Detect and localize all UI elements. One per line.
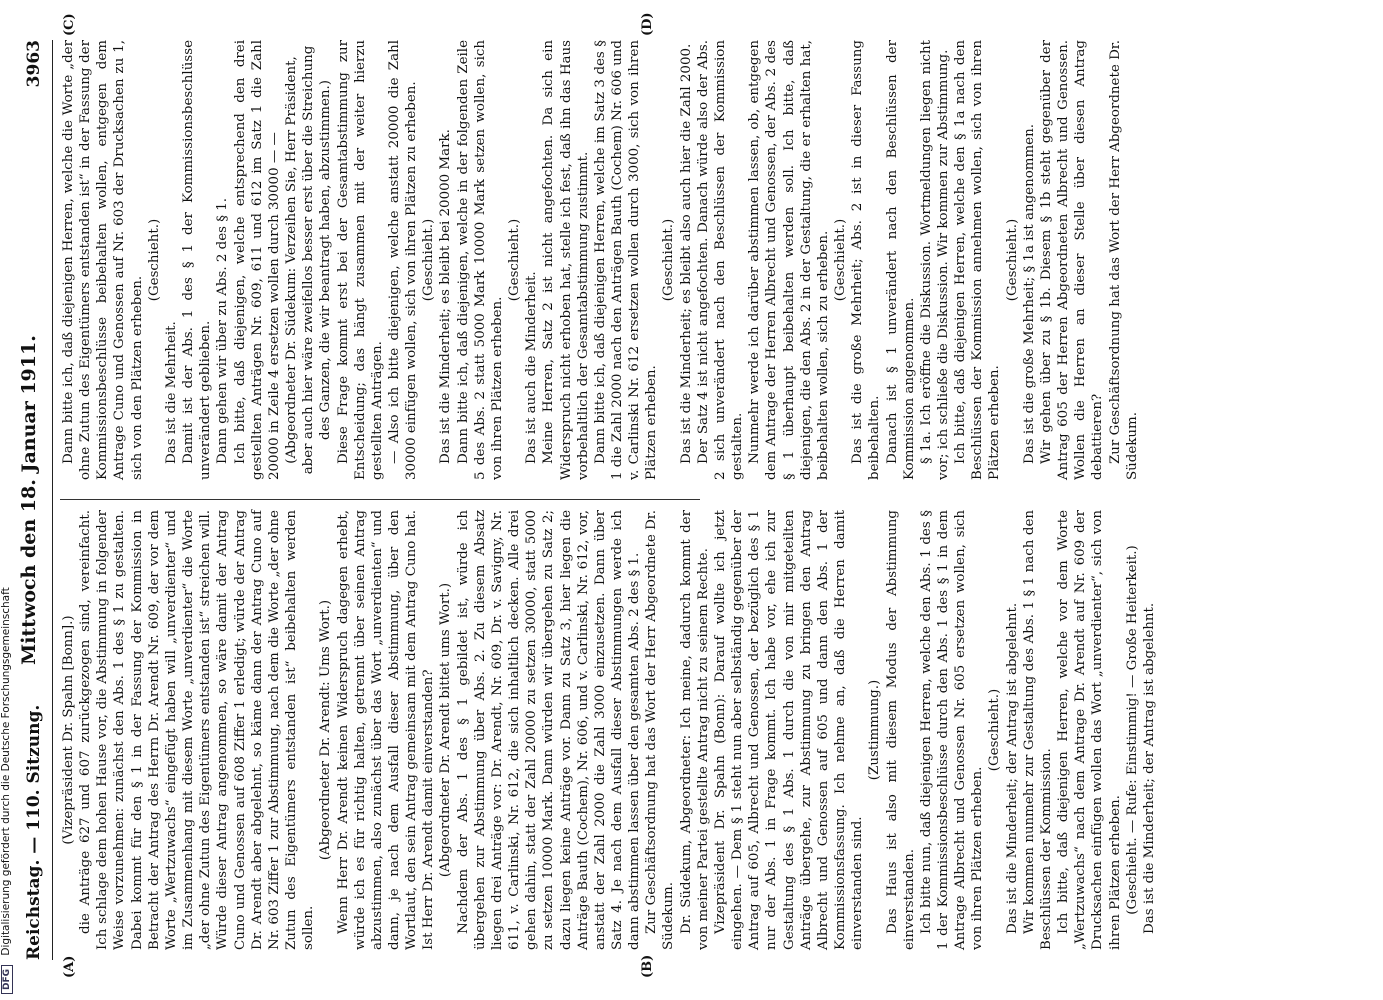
right-text-column — [60, 40, 1141, 480]
paragraph: (Vizepräsident Dr. Spahn [Bonn].) — [61, 615, 76, 845]
paragraph: (Zustimmung.) — [867, 679, 883, 781]
paragraph: (Abgeordneter Dr. Arendt: Ums Wort.) — [318, 599, 334, 861]
paragraph: (Geschieht. — Rufe: Einstimmig! — Große Heiterkeit.) — [1124, 545, 1140, 915]
paragraph: Ich bitte nun, daß diejenigen Herren, welche den Abs. 1 des § 1 der Kommissionsbeschlüsse durch den Abs. 1 des § 1 in dem Antrage Albrecht und Genossen Nr. 605 ersetzen wollen, sich von ihren Plätzen erheben. — [918, 510, 986, 950]
paragraph: Zur Geschäftsordnung hat das Wort der Herr Abgeordnete Dr. Südekum. — [1107, 40, 1140, 480]
paragraph: Wir gehen über zu § 1b. Diesem § 1b steht gegenüber der Antrag 605 der Herren Abgeordneten Albrecht und Genossen. Wollen die Herren an dieser Stelle über diesen Antrag debattieren? — [1038, 40, 1106, 480]
paragraph: Das ist die große Mehrheit; § 1a ist angenommen. — [1021, 124, 1037, 464]
paragraph: Das ist die Minderheit; der Antrag ist abgelehnt. — [1004, 602, 1020, 934]
paragraph: Das ist auch die Minderheit. — [524, 271, 540, 464]
paragraph: (Geschieht.) — [421, 218, 437, 302]
paragraph: Dann bitte ich, daß diejenigen Herren, welche die Worte „der ohne Zutun des Eigentümers entstanden ist“ in der Fassung der Kommissionsbeschlüsse beibehalten wollen, entgegen dem Antrage Cuno und Genossen auf Nr. 603 der Drucksachen zu 1, sich von den Plätzen erheben. — [61, 40, 145, 480]
paragraph: Ich bitte, daß diejenigen, welche entsprechend den drei gestellten Anträgen Nr. 609, 611 und 612 im Satz 1 die Zahl 20000 in Zeile 4 ersetzen wollen durch 30000 — — — [232, 40, 282, 480]
paragraph: Damit ist der Abs. 1 des § 1 der Kommissionsbeschlüsse unverändert geblieben. — [181, 40, 214, 480]
paragraph: Nunmehr werde ich darüber abstimmen lassen, ob, entgegen dem Antrage der Herren Albrecht und Genossen, der Abs. 2 des § 1 überhaupt beibehalten werden soll. Ich bitte, daß diejenigen, die den Abs. 2 in der Gestaltung, die er erhalten hat, beibehalten wollen, sich zu erheben. — [747, 40, 831, 480]
paragraph: Meine Herren, Satz 2 ist nicht angefochten. Da sich ein Widerspruch nicht erhoben hat, stelle ich fest, daß ihn das Haus vorbehaltlich der Gesamtabstimmung zustimmt. — [541, 40, 591, 480]
paragraph: (Geschieht.) — [833, 218, 849, 302]
paragraph: Das ist die Mehrheit. — [163, 321, 179, 464]
paragraph: (Abgeordneter Dr. Arendt bittet ums Wort.) — [438, 582, 454, 878]
paragraph: Zur Geschäftsordnung hat das Wort der Herr Abgeordnete Dr. Südekum. — [644, 510, 677, 950]
paragraph: Wenn Herr Dr. Arendt keinen Widerspruch dagegen erhebt, würde ich es für richtig halten, getrennt über seinen Antrag abzustimmen, also zunächst über das Wort „unverdienten“ und dann, je nach dem Ausfall dieser Abstimmung, über den Wortlaut, den sein Antrag gemeinsam mit dem Antrag Cuno hat. Ist Herr Dr. Arendt damit einverstanden? — [335, 510, 437, 950]
header-rule — [52, 40, 53, 960]
header-page-number: 3963 — [24, 40, 44, 88]
margin-letter-d: (D) — [640, 12, 655, 36]
paragraph: (Abgeordneter Dr. Südekum: Verzeihen Sie, Herr Präsident, aber auch hier wäre zweifellos besser erst über die Streichung des Ganzen, die wir beantragt haben, abzustimmen.) — [284, 45, 334, 475]
paragraph: Dann bitte ich, daß diejenigen Herren, welche im Satz 3 des § 1 die Zahl 2000 nach den Anträgen Bauth (Cochem) Nr. 606 und v. Carlinski Nr. 612 ersetzen wollen durch 3000, sich von ihren Plätzen erheben. — [592, 40, 660, 480]
footer-text: Digitalisierung gefördert durch die Deutsche Forschungsgemeinschaft — [0, 587, 12, 956]
paragraph: Der Satz 4 ist nicht angefochten. Danach würde also der Abs. 2 sich unverändert nach den Beschlüssen der Kommission gestalten. — [695, 40, 746, 480]
left-text-column — [60, 510, 1158, 950]
margin-letter-b: (B) — [640, 954, 655, 978]
paragraph: § 1a. Ich eröffne die Diskussion. Wortmeldungen liegen nicht vor; ich schließe die Diskussion. Wir kommen zur Abstimmung. — [918, 40, 951, 480]
paragraph: (Geschieht.) — [987, 688, 1003, 772]
paragraph: — Also ich bitte diejenigen, welche anstatt 20000 die Zahl 30000 einfügen wollen, sich von ihren Plätzen zu erheben. — [386, 40, 420, 480]
page-header — [18, 40, 48, 960]
paragraph: (Geschieht.) — [1004, 218, 1020, 302]
paragraph: Vizepräsident Dr. Spahn (Bonn): Darauf wollte ich jetzt eingehen. — Dem § 1 steht nun aber selbständig gegenüber der Antrag auf 605, Albrecht und Genossen, der bezüglich des § 1 nur der Abs. 1 in Frage kommt. Ich habe vor, ehe ich zur Gestaltung des § 1 Abs. 1 durch die von mir mitgeteilten Anträge übergehe, zur Abstimmung zu bringen den Antrag Albrecht und Genossen auf 605 und dann den Abs. 1 der Kommissionsfassung. Ich nehme an, daß die Herren damit einverstanden sind. — [712, 510, 866, 950]
paragraph: Dann bitte ich, daß diejenigen, welche in der folgenden Zeile 5 des Abs. 2 statt 5000 Mark 10000 Mark setzen wollen, sich von ihren Plätzen erheben. — [455, 40, 505, 480]
paragraph: Das ist die Minderheit; es bleibt bei 20000 Mark. — [438, 129, 454, 464]
margin-letter-a: (A) — [62, 955, 77, 978]
paragraph: Danach ist § 1 unverändert nach den Beschlüssen der Kommission angenommen. — [884, 40, 917, 480]
header-center: Mittwoch den 18. Januar 1911. — [18, 335, 40, 665]
paragraph: Nachdem der Abs. 1 des § 1 gebildet ist, würde ich übergehen zur Abstimmung über Abs. 2. Zu diesem Absatz liegen drei Anträge vor: Dr. Arendt, Nr. 609, Dr. v. Savigny, Nr. 611, v. Carlinski, Nr. 612, die sich inhaltlich decken. Alle drei gehen dahin, statt der Zahl 20000 zu setzen 30000, statt 5000 zu setzen 10000 Mark. Dann würden wir übergehen zu Satz 2; dazu liegen keine Anträge vor. Dann zu Satz 3, hier liegen die Anträge Bauth (Cochem), Nr. 606, und v. Carlinski, Nr. 612, vor, anstatt der Zahl 2000 die Zahl 3000 einzusetzen. Dann über Satz 4. Je nach dem Ausfall dieser Abstimmungen werde ich dann abstimmen lassen über den gesamten Abs. 2 des § 1. — [455, 510, 643, 950]
paragraph: Das ist die große Mehrheit; Abs. 2 ist in dieser Fassung beibehalten. — [850, 40, 883, 480]
paragraph: (Geschieht.) — [507, 218, 523, 302]
dfg-logo: DFG — [1, 965, 13, 994]
paragraph: die Anträge 627 und 607 zurückgezogen sind, vereinfacht. Ich schlage dem hohen Hause vor, die Abstimmung in folgender Weise vorzunehmen: zunächst den Abs. 1 des § 1 zu gestalten. Dabei kommt für den § 1 in der Fassung der Kommission in Betracht der Antrag des Herrn Dr. Arendt Nr. 609, der vor dem Worte „Wertzuwachs“ eingefügt haben will „unverdienter“ und im Zusammenhang mit diesem Worte „unverdienter“ die Worte „der ohne Zutun des Eigentümers entstanden ist“ streichen will. Würde dieser Antrag angenommen, so wäre damit der Antrag Cuno und Genossen auf 608 Ziffer 1 erledigt; würde der Antrag Dr. Arendt aber abgelehnt, so käme dann der Antrag Cuno auf Nr. 603 Ziffer 1 zur Abstimmung, nach dem die Worte „der ohne Zutun des Eigentümers entstanden ist“ beibehalten werden sollen. — [78, 510, 317, 950]
margin-letter-c: (C) — [62, 13, 77, 36]
paragraph: Ich bitte, daß diejenigen Herren, welche den § 1a nach den Beschlüssen der Kommission annehmen wollen, sich von ihren Plätzen erheben. — [953, 40, 1003, 480]
footer-credit — [0, 0, 16, 1000]
column-divider — [60, 499, 700, 500]
paragraph: Diese Frage kommt erst bei der Gesamtabstimmung zur Entscheidung; das hängt zusammen mit der weiter hierzu gestellten Anträgen. — [335, 40, 385, 480]
paragraph: Das ist die Minderheit; es bleibt also auch hier die Zahl 2000. — [678, 43, 694, 464]
paragraph: Das Haus ist also mit diesem Modus der Abstimmung einverstanden. — [884, 510, 917, 950]
paragraph: (Geschieht.) — [146, 218, 162, 302]
header-left: Reichstag. — 110. Sitzung. — [24, 704, 44, 960]
paragraph: Dann gehen wir über zu Abs. 2 des § 1. — [215, 197, 231, 464]
paragraph: Das ist die Minderheit; der Antrag ist abgelehnt. — [1141, 602, 1157, 934]
paragraph: (Geschieht.) — [661, 218, 677, 302]
paragraph: Ich bitte, daß diejenigen Herren, welche vor dem Worte „Wertzuwachs“ nach dem Antrage Dr. Arendt auf Nr. 609 der Drucksachen einfügen wollen das Wort „unverdienter“, sich von ihren Plätzen erheben. — [1056, 510, 1123, 950]
paragraph: Dr. Südekum, Abgeordneter: Ich meine, dadurch kommt der von meiner Partei gestellte Antrag nicht zu seinem Rechte. — [678, 510, 711, 950]
paragraph: Wir kommen nunmehr zur Gestaltung des Abs. 1 § 1 nach den Beschlüssen der Kommission. — [1021, 510, 1054, 950]
